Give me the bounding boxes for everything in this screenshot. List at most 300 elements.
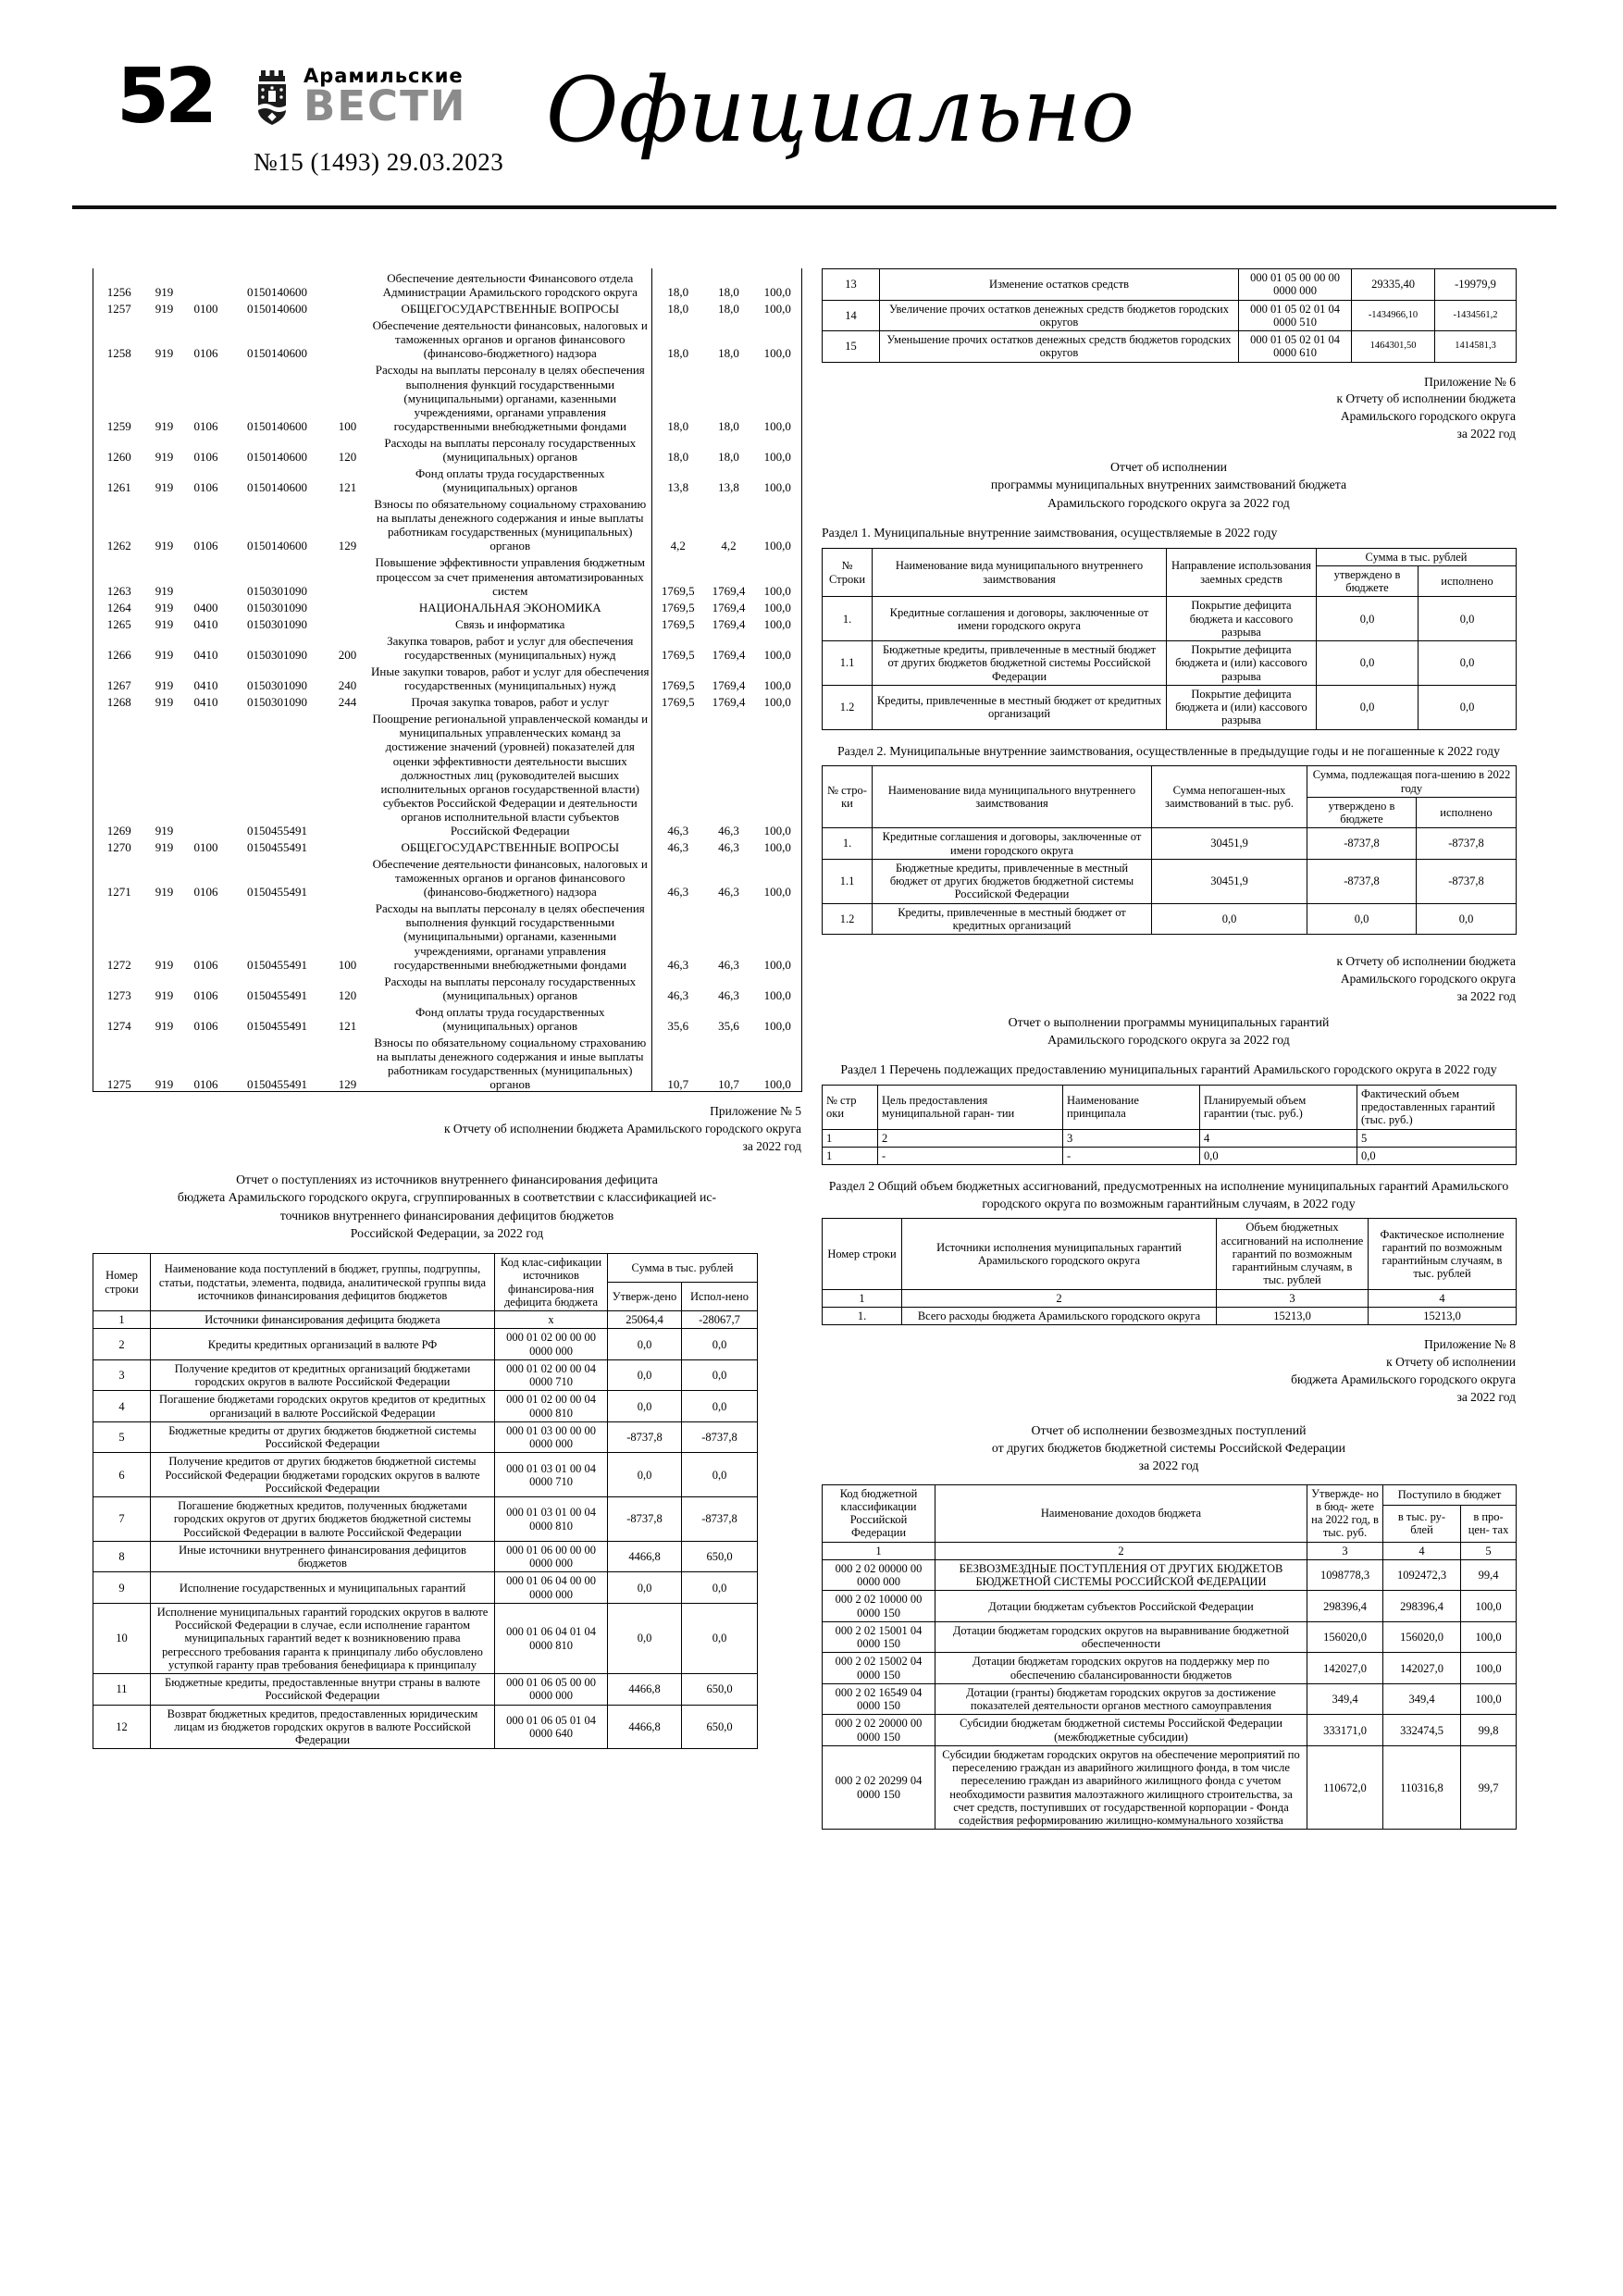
table-row bbox=[93, 1359, 758, 1391]
table-cell: 10,7 bbox=[652, 1033, 704, 1092]
table-cell: 000 2 02 10000 00 0000 150 bbox=[823, 1591, 935, 1622]
col-header-approved: утверждено в бюджете bbox=[1317, 565, 1419, 597]
table-cell: 000 01 02 00 00 04 0000 710 bbox=[495, 1359, 608, 1391]
table-cell: 0106 bbox=[193, 1018, 218, 1033]
table-cell: -28067,7 bbox=[682, 1311, 758, 1329]
guarantees-section1-heading: Раздел 1 Перечень подлежащих предоставлению муниципальных гарантий Арамильского городского округа в 2022 году bbox=[840, 1062, 1497, 1077]
title-line: Российской Федерации, за 2022 год bbox=[350, 1225, 544, 1240]
table-cell: 919 bbox=[155, 957, 174, 972]
table-cell: Кредитные соглашения и договоры, заключенные от имени городского округа bbox=[873, 597, 1167, 641]
table-cell: 1.1 bbox=[823, 859, 873, 903]
table-cell: Увеличение прочих остатков денежных средств бюджетов городских округов bbox=[880, 300, 1239, 331]
table-cell: Обеспечение деятельности финансовых, налоговых и таможенных органов и органов финансового (финансово-бюджетного) надзора bbox=[372, 857, 648, 900]
table-cell: 0150301090 bbox=[247, 678, 307, 693]
table-cell: 1. bbox=[823, 1307, 902, 1324]
outstanding-borrowings-table bbox=[822, 765, 1517, 935]
table-cell: 12 bbox=[93, 1705, 151, 1749]
table-row bbox=[93, 1674, 758, 1706]
table-cell: 18,0 bbox=[718, 285, 739, 300]
table-cell: 4,2 bbox=[721, 539, 737, 553]
table-cell: 298396,4 bbox=[1383, 1591, 1461, 1622]
table-cell: 000 01 05 02 01 04 0000 610 bbox=[1239, 331, 1352, 363]
masthead bbox=[72, 54, 1556, 205]
table-row bbox=[93, 1541, 758, 1572]
table-cell: Погашение бюджетных кредитов, полученных бюджетами городских округов от других бюджетов бюджетной системы Российской Федерации в валюте Российской Федерации bbox=[151, 1497, 495, 1542]
table-cell: Прочая закупка товаров, работ и услуг bbox=[411, 695, 610, 710]
table-row bbox=[93, 1391, 758, 1422]
guarantees-appendix-note bbox=[822, 953, 1516, 1006]
col-header-volume: Объем бюджетных ассигнований на исполнение гарантий по возможным гарантийным случаям, в тыс. рублей bbox=[1217, 1219, 1369, 1289]
table-cell: 919 bbox=[155, 823, 174, 838]
table-cell: 15213,0 bbox=[1217, 1307, 1369, 1324]
table-cell: 100,0 bbox=[763, 823, 791, 838]
table-row bbox=[93, 1311, 758, 1329]
table-cell: 0150455491 bbox=[247, 839, 307, 854]
table-cell: 1.2 bbox=[823, 903, 873, 935]
table-cell: 0150301090 bbox=[247, 616, 307, 631]
table-cell: 0410 bbox=[193, 695, 218, 710]
table-cell: 0,0 bbox=[682, 1572, 758, 1604]
table-cell: 0106 bbox=[193, 539, 218, 553]
table-cell: 000 2 02 15001 04 0000 150 bbox=[823, 1621, 935, 1653]
title-line: от других бюджетов бюджетной системы Российской Федерации bbox=[991, 1441, 1346, 1456]
table-cell: 100,0 bbox=[763, 418, 791, 433]
table-row bbox=[823, 1147, 1517, 1164]
table-cell: 100,0 bbox=[1461, 1653, 1517, 1684]
table-cell: 10 bbox=[93, 1603, 151, 1673]
col-header-planned: Планируемый объем гарантии (тыс. руб.) bbox=[1200, 1085, 1357, 1129]
col-header-name: Наименование доходов бюджета bbox=[935, 1484, 1307, 1542]
table-cell: Расходы на выплаты персоналу в целях обеспечения выполнения функций государственными (муниципальными) органами, казенными учреждениями, органами управления государственными внебюджетными фондами bbox=[375, 901, 645, 972]
table-cell: 46,3 bbox=[718, 823, 739, 838]
table-cell: 2 bbox=[935, 1542, 1307, 1559]
table-cell: 0150301090 bbox=[247, 695, 307, 710]
table-cell: 0150140600 bbox=[247, 449, 307, 464]
table-cell: 100 bbox=[338, 957, 357, 972]
table-header-row bbox=[823, 766, 1517, 798]
title-line: точников внутреннего финансирования дефицитов бюджетов bbox=[279, 1208, 614, 1222]
appendix-line: за 2022 год bbox=[1456, 1389, 1516, 1404]
table-cell: 1257 bbox=[106, 302, 131, 316]
table-cell: 919 bbox=[155, 1077, 174, 1092]
table-cell: 3 bbox=[1217, 1289, 1369, 1307]
table-cell: 0,0 bbox=[1317, 641, 1419, 686]
table-cell: 919 bbox=[155, 1018, 174, 1033]
table-cell: 15 bbox=[823, 331, 880, 363]
table-cell: 100,0 bbox=[763, 678, 791, 693]
table-cell: Расходы на выплаты персоналу в целях обеспечения выполнения функций государственными (муниципальными) органами, казенными учреждениями, органами управления государственными внебюджетными фондами bbox=[375, 363, 645, 433]
table-row bbox=[93, 1572, 758, 1604]
table-cell: Бюджетные кредиты, привлеченные в местный бюджет от других бюджетов бюджетной системы Российской Федерации bbox=[873, 859, 1152, 903]
report2-title bbox=[822, 458, 1516, 512]
table-cell: 100,0 bbox=[763, 583, 791, 598]
title-line: Отчет об исполнении bbox=[1109, 460, 1228, 475]
table-cell: 0150301090 bbox=[247, 647, 307, 662]
table-cell: 1. bbox=[823, 597, 873, 641]
table-cell: 100,0 bbox=[763, 885, 791, 900]
table-cell: Дотации (гранты) бюджетам городских округов за достижение показателей деятельности органов местного самоуправления bbox=[935, 1683, 1307, 1715]
guarantees-list-table bbox=[822, 1085, 1517, 1165]
table-cell: 11 bbox=[93, 1674, 151, 1706]
table-cell: 000 01 06 04 01 04 0000 810 bbox=[495, 1603, 608, 1673]
table-cell: 99,7 bbox=[1461, 1745, 1517, 1830]
table-cell: 1261 bbox=[106, 480, 131, 495]
appendix-line: Приложение № 8 bbox=[1424, 1337, 1516, 1352]
table-row bbox=[93, 1603, 758, 1673]
table-cell: 0,0 bbox=[1317, 685, 1419, 729]
table-cell: 4,2 bbox=[652, 494, 704, 552]
table-cell: 000 2 02 00000 00 0000 000 bbox=[823, 1559, 935, 1591]
col-header-unpaid: Сумма непогашен-ных заимствований в тыс. руб. bbox=[1152, 766, 1307, 828]
table-cell: 2 bbox=[878, 1129, 1063, 1147]
table-cell: Обеспечение деятельности финансовых, налоговых и таможенных органов и органов финансового (финансово-бюджетного) надзора bbox=[372, 318, 648, 361]
table-cell: 1263 bbox=[106, 583, 131, 598]
col-header-sources: Источники исполнения муниципальных гарантий Арамильского городского округа bbox=[902, 1219, 1217, 1289]
table-cell: 200 bbox=[338, 647, 357, 662]
table-cell: 4 bbox=[1369, 1289, 1517, 1307]
table-cell: 0100 bbox=[193, 302, 218, 316]
table-cell: Кредиты, привлеченные в местный бюджет от кредитных организаций bbox=[873, 903, 1152, 935]
table-row bbox=[93, 1705, 758, 1749]
guarantees-section2-heading: Раздел 2 Общий объем бюджетных ассигнований, предусмотренных на исполнение муниципальных гарантий Арамильского городского округа по возможным гарантийным случаям, в 2022 году bbox=[828, 1179, 1509, 1210]
table-cell: 0106 bbox=[193, 957, 218, 972]
appendix8-note bbox=[822, 1336, 1516, 1407]
table-row bbox=[823, 828, 1517, 860]
table-cell: 120 bbox=[338, 987, 357, 1002]
table-cell: Расходы на выплаты персоналу государственных (муниципальных) органов bbox=[384, 435, 637, 464]
table-cell: 3 bbox=[1063, 1129, 1200, 1147]
table-cell: 000 01 03 00 00 00 0000 000 bbox=[495, 1421, 608, 1453]
table-cell: 1270 bbox=[106, 839, 131, 854]
table-cell: 18,0 bbox=[652, 268, 704, 299]
table-cell: 5 bbox=[1357, 1129, 1517, 1147]
table-cell: х bbox=[495, 1311, 608, 1329]
table-row bbox=[93, 494, 802, 552]
table-cell: ОБЩЕГОСУДАРСТВЕННЫЕ ВОПРОСЫ bbox=[401, 302, 620, 316]
table-cell: 100,0 bbox=[763, 647, 791, 662]
table-cell: 0106 bbox=[193, 346, 218, 361]
table-cell: 129 bbox=[338, 539, 357, 553]
table-row bbox=[823, 597, 1517, 641]
table-cell: 332474,5 bbox=[1383, 1715, 1461, 1746]
col-header-name: Наименование вида муниципального внутреннего заимствования bbox=[873, 766, 1152, 828]
table-row bbox=[823, 903, 1517, 935]
table-cell: 100,0 bbox=[763, 839, 791, 854]
table-cell: Источники финансирования дефицита бюджета bbox=[151, 1311, 495, 1329]
table-cell: 18,0 bbox=[718, 449, 739, 464]
table-cell: 13,8 bbox=[652, 464, 704, 494]
table-cell: 18,0 bbox=[652, 316, 704, 360]
table-cell: 919 bbox=[155, 539, 174, 553]
appendix-line: к Отчету об исполнении бюджета bbox=[1336, 391, 1516, 406]
table-cell: Уменьшение прочих остатков денежных средств бюджетов городских округов bbox=[880, 331, 1239, 363]
table-cell: 35,6 bbox=[652, 1002, 704, 1033]
table-row bbox=[93, 614, 802, 631]
table-cell: 0,0 bbox=[1307, 903, 1417, 935]
table-cell: 0,0 bbox=[608, 1572, 682, 1604]
section2-heading: Раздел 2. Муниципальные внутренние заимствования, осуществленные в предыдущие годы и не погашенные к 2022 году bbox=[837, 743, 1500, 758]
table-cell: 1271 bbox=[106, 885, 131, 900]
table-cell: 0106 bbox=[193, 480, 218, 495]
table-cell bbox=[327, 709, 369, 838]
table-row bbox=[823, 1683, 1517, 1715]
table-row bbox=[93, 598, 802, 614]
table-cell: 0,0 bbox=[1419, 641, 1517, 686]
table-cell: 0,0 bbox=[682, 1453, 758, 1497]
table-cell: 000 01 06 05 01 04 0000 640 bbox=[495, 1705, 608, 1749]
table-cell: 0150140600 bbox=[247, 539, 307, 553]
table-cell: 121 bbox=[338, 1018, 357, 1033]
table-cell: -8737,8 bbox=[608, 1497, 682, 1542]
table-row bbox=[823, 269, 1517, 301]
table-row bbox=[93, 1002, 802, 1033]
guarantees-report-title bbox=[822, 1013, 1516, 1049]
table-header-row bbox=[823, 1484, 1517, 1506]
table-cell: 25064,4 bbox=[608, 1311, 682, 1329]
table-cell bbox=[327, 598, 369, 614]
table-cell: 0,0 bbox=[1200, 1147, 1357, 1164]
appendix-line: за 2022 год bbox=[742, 1139, 801, 1154]
appendix5-note bbox=[93, 1103, 801, 1156]
table-cell: Покрытие дефицита бюджета и (или) кассового разрыва bbox=[1167, 641, 1317, 686]
table-row bbox=[93, 552, 802, 597]
table-row bbox=[823, 300, 1517, 331]
section1-heading: Раздел 1. Муниципальные внутренние заимствования, осуществляемые в 2022 году bbox=[822, 526, 1278, 540]
table-cell: 919 bbox=[155, 616, 174, 631]
table-cell: 5 bbox=[93, 1421, 151, 1453]
table-cell: 156020,0 bbox=[1383, 1621, 1461, 1653]
city-crest-icon bbox=[250, 68, 294, 134]
table-cell: -8737,8 bbox=[1417, 828, 1517, 860]
table-cell: 1272 bbox=[106, 957, 131, 972]
col-header-row-number: Номер строки bbox=[93, 1254, 151, 1311]
col-header-percent: в про- цен- тах bbox=[1461, 1506, 1517, 1542]
table-cell: Погашение бюджетами городских округов кредитов от кредитных организаций в валюте Российской Федерации bbox=[151, 1391, 495, 1422]
table-cell: 000 2 02 20000 00 0000 150 bbox=[823, 1715, 935, 1746]
table-cell: Дотации бюджетам городских округов на поддержку мер по обеспечению сбалансированности бюджетов bbox=[935, 1653, 1307, 1684]
table-cell: Расходы на выплаты персоналу государственных (муниципальных) органов bbox=[384, 974, 637, 1002]
table-cell: 1273 bbox=[106, 987, 131, 1002]
masthead-rule bbox=[72, 205, 1556, 209]
table-cell: 919 bbox=[155, 647, 174, 662]
col-header-approved: Утверж-дено bbox=[608, 1283, 682, 1311]
table-cell: Кредиты, привлеченные в местный бюджет от кредитных организаций bbox=[873, 685, 1167, 729]
table-cell: 0,0 bbox=[608, 1329, 682, 1360]
col-header-approved: Утвержде- но в бюд- жете на 2022 год, в тыс. руб. bbox=[1307, 1484, 1383, 1542]
title-line: Отчет о выполнении программы муниципальных гарантий bbox=[1008, 1014, 1330, 1029]
table-cell: 0106 bbox=[193, 449, 218, 464]
table-cell: Закупка товаров, работ и услуг для обеспечения государственных (муниципальных) нужд bbox=[387, 633, 634, 662]
table-cell: 919 bbox=[155, 302, 174, 316]
table-cell: 100,0 bbox=[763, 1018, 791, 1033]
table-cell: 000 01 03 01 00 04 0000 710 bbox=[495, 1453, 608, 1497]
appendix-line: бюджета Арамильского городского округа bbox=[1291, 1371, 1516, 1386]
table-cell: 000 01 05 02 01 04 0000 510 bbox=[1239, 300, 1352, 331]
table-cell: Взносы по обязательному социальному страхованию на выплаты денежного содержания и иные выплаты работникам государственных (муниципальных) органов bbox=[374, 497, 647, 553]
table-row bbox=[823, 1559, 1517, 1591]
table-cell: 14 bbox=[823, 300, 880, 331]
table-cell: 240 bbox=[338, 678, 357, 693]
table-cell: 121 bbox=[338, 480, 357, 495]
table-cell: 100,0 bbox=[1461, 1621, 1517, 1653]
table-cell: -1434561,2 bbox=[1435, 300, 1517, 331]
table-cell: 30451,9 bbox=[1152, 859, 1307, 903]
table-cell: Кредиты кредитных организаций в валюте РФ bbox=[151, 1329, 495, 1360]
table-cell: 30451,9 bbox=[1152, 828, 1307, 860]
table-row bbox=[93, 268, 802, 299]
table-cell: 000 01 06 04 00 00 0000 000 bbox=[495, 1572, 608, 1604]
appendix6-note bbox=[822, 374, 1516, 444]
table-cell: 1 bbox=[823, 1129, 878, 1147]
table-header-row bbox=[93, 1254, 758, 1283]
table-cell: Фонд оплаты труда государственных (муниципальных) органов bbox=[415, 466, 605, 495]
table-cell: 1275 bbox=[106, 1077, 131, 1092]
col-header-received: Поступило в бюджет bbox=[1383, 1484, 1517, 1506]
table-cell: Иные источники внутреннего финансирования дефицитов бюджетов bbox=[151, 1541, 495, 1572]
table-cell: Дотации бюджетам городских округов на выравнивание бюджетной обеспеченности bbox=[935, 1621, 1307, 1653]
table-cell: 100,0 bbox=[763, 539, 791, 553]
table-row bbox=[823, 1653, 1517, 1684]
table-cell: 100,0 bbox=[763, 616, 791, 631]
table-cell bbox=[327, 838, 369, 854]
table-cell: 99,4 bbox=[1461, 1559, 1517, 1591]
table-cell: 0,0 bbox=[1152, 903, 1307, 935]
page-number: 52 bbox=[117, 53, 214, 141]
table-row bbox=[93, 360, 802, 432]
table-cell: 1256 bbox=[106, 285, 131, 300]
table-cell: 99,8 bbox=[1461, 1715, 1517, 1746]
deficit-financing-sources-table bbox=[93, 1253, 758, 1749]
table-cell: 100,0 bbox=[1461, 1591, 1517, 1622]
table-cell: 100,0 bbox=[763, 449, 791, 464]
table-cell: 46,3 bbox=[652, 838, 704, 854]
table-cell: 1.1 bbox=[823, 641, 873, 686]
table-cell: 100,0 bbox=[763, 695, 791, 710]
table-cell: 46,3 bbox=[718, 839, 739, 854]
table-cell: 100,0 bbox=[763, 957, 791, 972]
table-cell: 000 2 02 15002 04 0000 150 bbox=[823, 1653, 935, 1684]
table-cell: 1 bbox=[93, 1311, 151, 1329]
table-cell: 0,0 bbox=[608, 1453, 682, 1497]
title-line: Отчет о поступлениях из источников внутреннего финансирования дефицита bbox=[236, 1172, 658, 1186]
table-cell: 0150455491 bbox=[247, 885, 307, 900]
table-cell: 0150455491 bbox=[247, 823, 307, 838]
table-cell: 0410 bbox=[193, 647, 218, 662]
table-cell bbox=[327, 854, 369, 899]
table-cell: ОБЩЕГОСУДАРСТВЕННЫЕ ВОПРОСЫ bbox=[401, 839, 620, 854]
table-cell: 46,3 bbox=[718, 885, 739, 900]
table-cell: Покрытие дефицита бюджета и (или) кассового разрыва bbox=[1167, 685, 1317, 729]
gratuitous-receipts-table bbox=[822, 1484, 1517, 1831]
table-row bbox=[93, 1329, 758, 1360]
table-cell: 0,0 bbox=[1357, 1147, 1517, 1164]
table-cell: 4466,8 bbox=[608, 1674, 682, 1706]
title-line: бюджета Арамильского городского округа, сгруппированных в соответствии с классификацией ис- bbox=[177, 1190, 717, 1205]
table-cell bbox=[327, 614, 369, 631]
table-cell: 1259 bbox=[106, 418, 131, 433]
table-row bbox=[823, 1542, 1517, 1559]
table-cell: Взносы по обязательному социальному страхованию на выплаты денежного содержания и иные выплаты работникам государственных (муниципальных) органов bbox=[374, 1035, 647, 1092]
table-cell: Поощрение региональной управленческой команды и муниципальных управленческих команд за достижение значений (уровней) показателей для оценки эффективности деятельности высших должностных лиц (руководителей высших исполнительных органов государственной власти) субъектов Российской Федерации и деятельности органов исполнительной власти субъектов Российской Федерации bbox=[372, 712, 649, 838]
appendix-line: к Отчету об исполнении бюджета Арамильского городского округа bbox=[443, 1122, 801, 1136]
table-header-row bbox=[823, 548, 1517, 565]
table-cell: 0,0 bbox=[608, 1359, 682, 1391]
col-header-row-number: № стр оки bbox=[823, 1085, 878, 1129]
table-cell: 0150140600 bbox=[247, 418, 307, 433]
table-cell: 0106 bbox=[193, 1077, 218, 1092]
table-cell: 650,0 bbox=[682, 1541, 758, 1572]
table-cell: 1. bbox=[823, 828, 873, 860]
newspaper-name-big: ВЕСТИ bbox=[304, 81, 467, 130]
table-cell: 650,0 bbox=[682, 1705, 758, 1749]
col-header-sum: Сумма в тыс. рублей bbox=[608, 1254, 758, 1283]
report1-title bbox=[93, 1171, 801, 1242]
right-column bbox=[822, 268, 1516, 1830]
table-cell: 18,0 bbox=[652, 360, 704, 432]
table-cell: 000 01 02 00 00 00 0000 000 bbox=[495, 1329, 608, 1360]
table-cell: 110316,8 bbox=[1383, 1745, 1461, 1830]
table-cell: 1 bbox=[823, 1542, 935, 1559]
table-cell: 142027,0 bbox=[1383, 1653, 1461, 1684]
table-cell: 0106 bbox=[193, 418, 218, 433]
table-cell: 919 bbox=[155, 987, 174, 1002]
table-cell: БЕЗВОЗМЕЗДНЫЕ ПОСТУПЛЕНИЯ ОТ ДРУГИХ БЮДЖЕТОВ БЮДЖЕТНОЙ СИСТЕМЫ РОССИЙСКОЙ ФЕДЕРАЦИИ bbox=[935, 1559, 1307, 1591]
table-cell: 100,0 bbox=[1461, 1683, 1517, 1715]
table-cell: 0150140600 bbox=[247, 480, 307, 495]
col-header-row-number: Номер строки bbox=[823, 1219, 902, 1289]
table-cell: 0150455491 bbox=[247, 957, 307, 972]
table-cell: 919 bbox=[155, 695, 174, 710]
table-cell: 0150140600 bbox=[247, 346, 307, 361]
table-cell: Бюджетные кредиты от других бюджетов бюджетной системы Российской Федерации bbox=[151, 1421, 495, 1453]
table-cell: 1769,4 bbox=[712, 678, 746, 693]
appendix-line: Арамильского городского округа bbox=[1340, 409, 1516, 424]
table-cell: 7 bbox=[93, 1497, 151, 1542]
table-cell: Бюджетные кредиты, предоставленные внутри страны в валюте Российской Федерации bbox=[151, 1674, 495, 1706]
table-cell: 156020,0 bbox=[1307, 1621, 1383, 1653]
col-header-executed: исполнено bbox=[1417, 797, 1517, 828]
table-cell: 0150455491 bbox=[247, 1018, 307, 1033]
table-cell: 349,4 bbox=[1307, 1683, 1383, 1715]
table-cell: 650,0 bbox=[682, 1674, 758, 1706]
table-cell: 1 bbox=[823, 1147, 878, 1164]
table-cell: Покрытие дефицита бюджета и кассового разрыва bbox=[1167, 597, 1317, 641]
table-cell: 4 bbox=[93, 1391, 151, 1422]
col-header-code: Код клас-сификации источников финансирова-ния дефицита бюджета bbox=[495, 1254, 608, 1311]
col-header-sum: Сумма в тыс. рублей bbox=[1317, 548, 1517, 565]
col-header-goal: Цель предоставления муниципальной гаран- тии bbox=[878, 1085, 1063, 1129]
table-cell: 000 2 02 16549 04 0000 150 bbox=[823, 1683, 935, 1715]
table-cell: Фонд оплаты труда государственных (муниципальных) органов bbox=[415, 1004, 605, 1033]
table-row bbox=[93, 662, 802, 692]
table-cell: 919 bbox=[155, 449, 174, 464]
table-row bbox=[93, 709, 802, 838]
table-cell: 1268 bbox=[106, 695, 131, 710]
table-row bbox=[823, 641, 1517, 686]
table-row bbox=[823, 1745, 1517, 1830]
table-cell: 0410 bbox=[193, 678, 218, 693]
table-cell: -19979,9 bbox=[1435, 269, 1517, 301]
table-cell: 298396,4 bbox=[1307, 1591, 1383, 1622]
table-cell: 46,3 bbox=[718, 987, 739, 1002]
borrowings-2022-table bbox=[822, 548, 1517, 730]
table-cell: 919 bbox=[155, 583, 174, 598]
table-cell: 1.2 bbox=[823, 685, 873, 729]
table-cell: 100,0 bbox=[763, 346, 791, 361]
table-cell: Всего расходы бюджета Арамильского городского округа bbox=[902, 1307, 1217, 1324]
table-cell: 919 bbox=[155, 285, 174, 300]
table-cell: 1769,4 bbox=[712, 647, 746, 662]
